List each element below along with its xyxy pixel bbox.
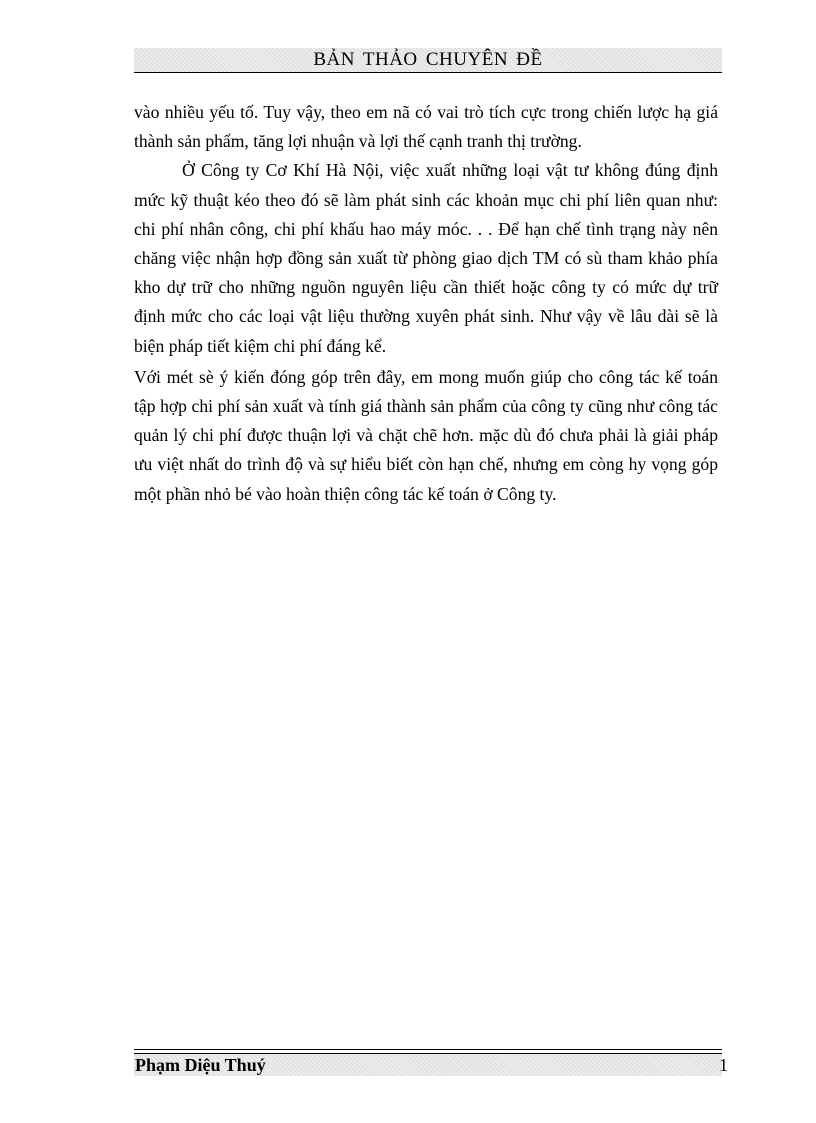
paragraph-continuation: vào nhiều yếu tố. Tuy vậy, theo em nã có vai trò tích cực trong chiến lược hạ giá thành sản phẩm, tăng lợi nhuận và lợi thế cạnh tranh thị trường. — [134, 102, 718, 152]
document-body — [134, 98, 718, 509]
paragraph-conclusion: Với mét sè ý kiến đóng góp trên đây, em mong muốn giúp cho công tác kế toán tập hợp chi phí sản xuất và tính giá thành sản phẩm của công ty cũng như công tác quản lý chi phí được thuận lợi và chặt chẽ hơn. mặc dù đó chưa phải là giải pháp ưu việt nhất do trình độ và sự hiểu biết còn hạn chế, nhưng em còng hy vọng góp một phần nhỏ bé vào hoàn thiện công tác kế toán ở Công ty. — [134, 366, 718, 504]
footer-author: Phạm Diệu Thuý — [135, 1054, 266, 1075]
page-header — [134, 48, 722, 73]
page-footer — [134, 1054, 728, 1076]
page-number: 1 — [719, 1054, 728, 1075]
header-title: BẢN THẢO CHUYÊN ĐỀ — [313, 49, 543, 70]
paragraph-company-materials: Ở Công ty Cơ Khí Hà Nội, việc xuất những loại vật tư không đúng định mức kỹ thuật kéo theo đó sẽ làm phát sinh các khoản mục chi phí liên quan như: chi phí nhân công, chi phí khấu hao máy móc. . . Để hạn chế tình trạng này nên chăng việc nhận hợp đồng sản xuất từ phòng giao dịch TM có sù tham khảo phía kho dự trữ cho những nguồn nguyên liệu cần thiết hoặc công ty có mức dự trữ định mức cho các loại vật liệu thường xuyên phát sinh. Như vậy về lâu dài sẽ là biện pháp tiết kiệm chi phí đáng kể. — [134, 160, 718, 356]
